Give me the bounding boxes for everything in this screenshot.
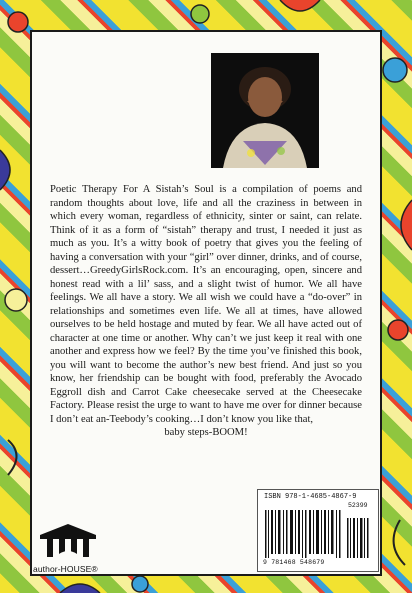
book-description-body: Poetic Therapy For A Sistah’s Soul is a compilation of poems and random thoughts about love, life and all the craziness in between in which every woman, regardless of ethnicity, sinter or saint, can relate. Think of it as a form of “sistah” therapy and trust, I needed it just as much as you. It’s a witty book of poetry that gives you the feeling of having a conversation with your “girl” over dinner, drinks, and of course, dessert…GreedyGirlsRock.com. It’s an encouraging, open, sincere and honest read with a lil’ sass, and a slight twist of humor. We all have feelings. We all have a story. We all wish we could have a “do-over” in relationships and sometimes even life. We all at times, have allowed ourselves to be held hostage and muted by fear. We all have acted out of character at one time or another. Why can’t we just keep it real with one another and express how we feel? By the time you’ve finished this book, you will want to become the author’s new best friend. And just so you know, her friendship can be bought with food, preferably the Avocado Eggroll dish and Carrot Cake cheesecake served at the Cheesecake Factory. Please resist the urge to want to have me over for dinner because I don’t eat an-Teebody’s cooking…I don’t know you like that, <box>50 184 362 425</box>
author-photo <box>211 53 319 168</box>
isbn-barcode <box>257 489 379 572</box>
barcode-digits: 9 781468 548679 <box>263 559 325 566</box>
publisher-name: author-HOUSE® <box>33 564 98 574</box>
book-description-closing: baby steps-BOOM! <box>164 427 248 438</box>
barcode-addon: 52399 <box>348 502 368 509</box>
barcode-bars <box>263 510 373 558</box>
book-description <box>50 183 362 440</box>
isbn-number: ISBN 978-1-4685-4867-9 <box>264 493 357 501</box>
